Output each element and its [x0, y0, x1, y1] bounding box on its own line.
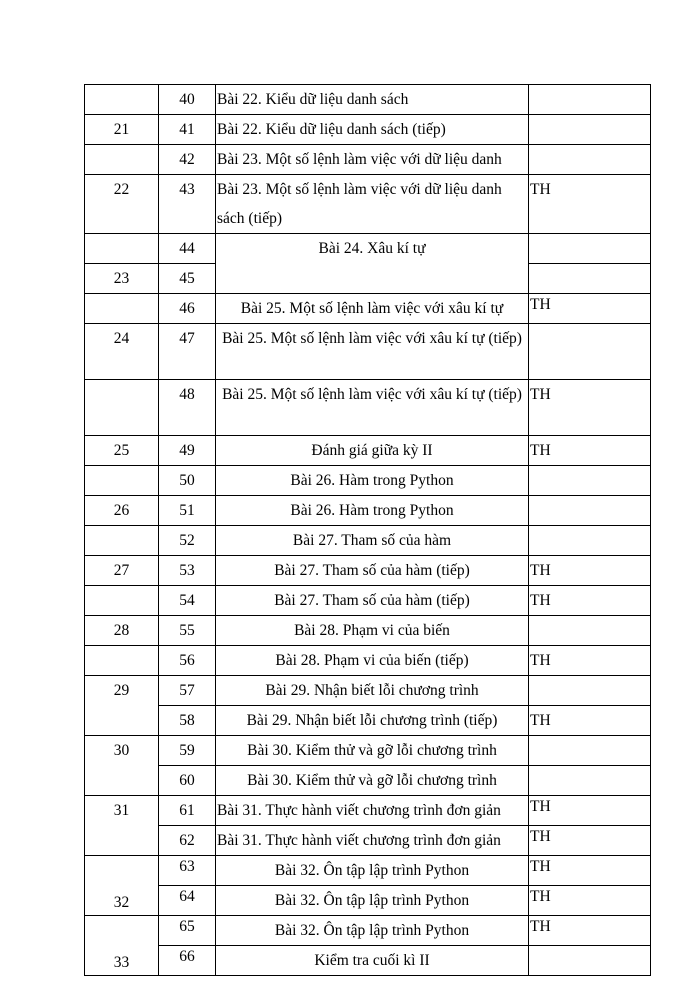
note-cell: TH — [529, 556, 651, 586]
table-row — [85, 646, 651, 676]
period-cell: 59 — [159, 736, 216, 766]
period-cell: 62 — [159, 826, 216, 856]
period-cell: 46 — [159, 294, 216, 324]
week-cell: 26 — [85, 496, 159, 526]
table-row — [85, 556, 651, 586]
period-cell: 54 — [159, 586, 216, 616]
period-cell: 42 — [159, 145, 216, 175]
lesson-cell: Kiểm tra cuối kì II — [216, 946, 529, 976]
table-row — [85, 886, 651, 916]
week-cell — [85, 526, 159, 556]
table-row — [85, 706, 651, 736]
week-cell — [85, 145, 159, 175]
note-cell — [529, 234, 651, 264]
note-cell — [529, 324, 651, 380]
period-cell: 48 — [159, 380, 216, 436]
lesson-cell: Đánh giá giữa kỳ II — [216, 436, 529, 466]
week-cell — [85, 85, 159, 115]
note-cell: TH — [529, 826, 651, 856]
table-row — [85, 586, 651, 616]
table-row — [85, 85, 651, 115]
table-row — [85, 380, 651, 436]
lesson-cell: Bài 31. Thực hành viết chương trình đơn giản — [216, 826, 529, 856]
table-row — [85, 736, 651, 766]
table-row — [85, 616, 651, 646]
lesson-cell: Bài 30. Kiểm thử và gỡ lỗi chương trình — [216, 766, 529, 796]
note-cell — [529, 496, 651, 526]
period-cell: 56 — [159, 646, 216, 676]
lesson-cell: Bài 22. Kiểu dữ liệu danh sách (tiếp) — [216, 115, 529, 145]
week-cell: 29 — [85, 676, 159, 736]
table-row — [85, 436, 651, 466]
note-cell — [529, 145, 651, 175]
lesson-cell: Bài 23. Một số lệnh làm việc với dữ liệu danh — [216, 145, 529, 175]
note-cell — [529, 946, 651, 976]
lesson-cell: Bài 28. Phạm vi của biến — [216, 616, 529, 646]
note-cell — [529, 616, 651, 646]
lesson-cell: Bài 27. Tham số của hàm (tiếp) — [216, 556, 529, 586]
note-cell: TH — [529, 380, 651, 436]
lesson-cell: Bài 30. Kiểm thử và gỡ lỗi chương trình — [216, 736, 529, 766]
lesson-cell: Bài 31. Thực hành viết chương trình đơn giản — [216, 796, 529, 826]
period-cell: 60 — [159, 766, 216, 796]
lesson-cell: Bài 29. Nhận biết lỗi chương trình — [216, 676, 529, 706]
note-cell: TH — [529, 706, 651, 736]
table-row — [85, 145, 651, 175]
note-cell — [529, 466, 651, 496]
table-row — [85, 234, 651, 264]
lesson-cell: Bài 23. Một số lệnh làm việc với dữ liệu danh sách (tiếp) — [216, 175, 529, 234]
week-cell: 30 — [85, 736, 159, 796]
week-cell — [85, 466, 159, 496]
table-row — [85, 324, 651, 380]
table-row — [85, 526, 651, 556]
note-cell — [529, 676, 651, 706]
note-cell: TH — [529, 796, 651, 826]
lesson-cell: Bài 25. Một số lệnh làm việc với xâu kí tự (tiếp) — [216, 324, 529, 380]
note-cell — [529, 85, 651, 115]
week-cell — [85, 294, 159, 324]
lesson-cell: Bài 29. Nhận biết lỗi chương trình (tiếp) — [216, 706, 529, 736]
table-row — [85, 766, 651, 796]
period-cell: 58 — [159, 706, 216, 736]
week-cell: 22 — [85, 175, 159, 234]
note-cell: TH — [529, 436, 651, 466]
week-cell — [85, 380, 159, 436]
lesson-cell: Bài 24. Xâu kí tự — [216, 234, 529, 294]
period-cell: 45 — [159, 264, 216, 294]
period-cell: 41 — [159, 115, 216, 145]
note-cell: TH — [529, 646, 651, 676]
note-cell — [529, 766, 651, 796]
table-row — [85, 796, 651, 826]
lesson-cell: Bài 26. Hàm trong Python — [216, 466, 529, 496]
period-cell: 57 — [159, 676, 216, 706]
period-cell: 51 — [159, 496, 216, 526]
note-cell — [529, 736, 651, 766]
week-cell — [85, 586, 159, 616]
period-cell: 65 — [159, 916, 216, 946]
week-cell: 23 — [85, 264, 159, 294]
note-cell: TH — [529, 856, 651, 886]
period-cell: 64 — [159, 886, 216, 916]
period-cell: 63 — [159, 856, 216, 886]
note-cell — [529, 264, 651, 294]
week-cell — [85, 234, 159, 264]
week-cell: 25 — [85, 436, 159, 466]
table-row — [85, 946, 651, 976]
table-row — [85, 496, 651, 526]
table-row — [85, 826, 651, 856]
period-cell: 40 — [159, 85, 216, 115]
week-cell — [85, 646, 159, 676]
week-cell: 31 — [85, 796, 159, 856]
lesson-cell: Bài 27. Tham số của hàm — [216, 526, 529, 556]
period-cell: 49 — [159, 436, 216, 466]
week-cell: 28 — [85, 616, 159, 646]
week-cell: 21 — [85, 115, 159, 145]
period-cell: 47 — [159, 324, 216, 380]
period-cell: 53 — [159, 556, 216, 586]
table-row — [85, 115, 651, 145]
table-row — [85, 466, 651, 496]
note-cell — [529, 115, 651, 145]
table-row — [85, 294, 651, 324]
table-row — [85, 856, 651, 886]
note-cell: TH — [529, 916, 651, 946]
week-cell: 27 — [85, 556, 159, 586]
note-cell: TH — [529, 886, 651, 916]
table-row — [85, 676, 651, 706]
period-cell: 50 — [159, 466, 216, 496]
period-cell: 55 — [159, 616, 216, 646]
note-cell: TH — [529, 294, 651, 324]
lesson-cell: Bài 26. Hàm trong Python — [216, 496, 529, 526]
period-cell: 52 — [159, 526, 216, 556]
period-cell: 61 — [159, 796, 216, 826]
table-row — [85, 175, 651, 234]
note-cell: TH — [529, 586, 651, 616]
week-cell: 33 — [85, 916, 159, 976]
week-cell: 32 — [85, 856, 159, 916]
lesson-cell: Bài 22. Kiểu dữ liệu danh sách — [216, 85, 529, 115]
teaching-schedule-table — [84, 84, 651, 976]
lesson-cell: Bài 25. Một số lệnh làm việc với xâu kí tự — [216, 294, 529, 324]
note-cell: TH — [529, 175, 651, 234]
period-cell: 66 — [159, 946, 216, 976]
lesson-cell: Bài 28. Phạm vi của biến (tiếp) — [216, 646, 529, 676]
note-cell — [529, 526, 651, 556]
table-row — [85, 916, 651, 946]
week-cell: 24 — [85, 324, 159, 380]
lesson-cell: Bài 32. Ôn tập lập trình Python — [216, 916, 529, 946]
lesson-cell: Bài 27. Tham số của hàm (tiếp) — [216, 586, 529, 616]
period-cell: 44 — [159, 234, 216, 264]
period-cell: 43 — [159, 175, 216, 234]
lesson-cell: Bài 32. Ôn tập lập trình Python — [216, 856, 529, 886]
lesson-cell: Bài 32. Ôn tập lập trình Python — [216, 886, 529, 916]
lesson-cell: Bài 25. Một số lệnh làm việc với xâu kí tự (tiếp) — [216, 380, 529, 436]
